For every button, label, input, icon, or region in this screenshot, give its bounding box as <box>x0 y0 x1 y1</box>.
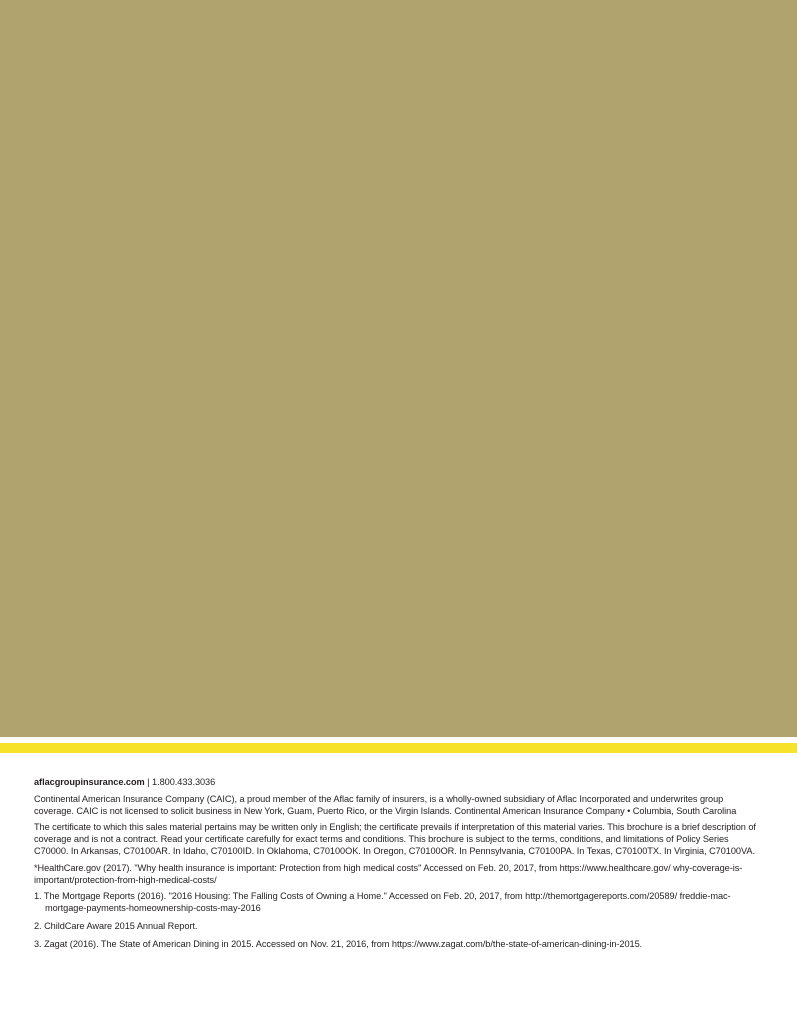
accent-stripe <box>0 743 797 753</box>
phone-number: 1.800.433.3036 <box>152 777 216 787</box>
contact-line <box>34 777 764 789</box>
footnote-item: 3. Zagat (2016). The State of American Dining in 2015. Accessed on Nov. 21, 2016, from https://www.zagat.com/b/the-state-of-american-dining-in-2015. <box>34 938 643 949</box>
website-link[interactable]: aflacgroupinsurance.com <box>34 777 145 787</box>
footnote-item: 1. The Mortgage Reports (2016). "2016 Housing: The Falling Costs of Owning a Home." Accessed on Feb. 20, 2017, from http://themortgagereports.com/20589/ freddie-mac-mortgage-payments-homeownership-costs-may-2016 <box>34 891 731 914</box>
healthcare-source: *HealthCare.gov (2017). "Why health insurance is important: Protection from high medical costs" Accessed on Feb. 20, 2017, from https://www.healthcare.gov/ why-coverage-is-important/protection-from-high-medical-costs/ <box>34 862 743 885</box>
certificate-disclosure: The certificate to which this sales material pertains may be written only in English; the certificate prevails if interpretation of this material varies. This brochure is a brief description of coverage and is not a contract. Read your certificate carefully for exact terms and conditions. This brochure is subject to the terms, conditions, and limitations of Policy Series C70000. In Arkansas, C70100AR. In Idaho, C70100ID. In Oklahoma, C70100OK. In Oregon, C70100OR. In Pennsylvania, C70100PA. In Texas, C70100TX. In Virginia, C70100VA. <box>34 822 756 856</box>
company-disclosure: Continental American Insurance Company (CAIC), a proud member of the Aflac family of insurers, is a wholly-owned subsidiary of Aflac Incorporated and underwrites group coverage. CAIC is not licensed to solicit business in New York, Guam, Puerto Rico, or the Virgin Islands. Continental American Insurance Company • Columbia, South Carolina <box>34 793 737 816</box>
disclosure-section <box>34 777 764 957</box>
footnote-list <box>34 891 764 950</box>
footnote-item: 2. ChildCare Aware 2015 Annual Report. <box>34 920 198 931</box>
contact-separator: | <box>144 777 153 787</box>
